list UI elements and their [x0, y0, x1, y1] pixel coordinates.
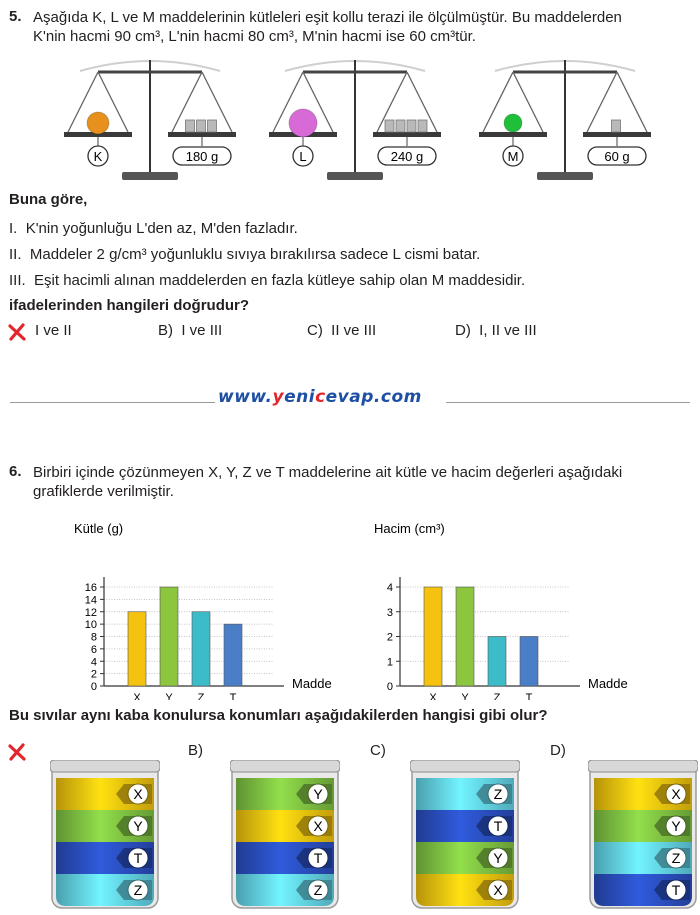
y-tick-label: 3 — [386, 606, 393, 619]
option-a[interactable] — [35, 322, 72, 339]
option-letter: C) — [307, 322, 323, 339]
y-tick-label: 4 — [90, 656, 97, 669]
object-label: L — [299, 149, 307, 164]
y-tick-label: 6 — [90, 643, 97, 656]
q5-line1: Aşağıda K, L ve M maddelerinin kütleleri eşit kollu terazi ile ölçülmüştür. Bu maddelerden — [33, 9, 622, 26]
option-text: II ve III — [331, 322, 377, 339]
bar-x — [424, 587, 442, 686]
mass-bar-chart — [60, 515, 350, 700]
beaker-a[interactable] — [50, 760, 160, 910]
x-tick-label: Z — [197, 692, 205, 700]
object-label: K — [93, 149, 103, 164]
q6-number: 6. — [9, 463, 22, 480]
option-d[interactable] — [455, 322, 537, 339]
weight-block — [396, 120, 405, 132]
wm-www: www. — [218, 387, 273, 407]
bar-t — [520, 637, 538, 687]
bar-y — [456, 587, 474, 686]
scale-base — [327, 172, 383, 180]
layer-letter: Y — [313, 786, 323, 802]
answer-b-letter: B) — [188, 742, 203, 759]
scale-base — [537, 172, 593, 180]
option-letter: D) — [455, 322, 471, 339]
divider-left — [10, 402, 215, 403]
x-axis-label: Madde — [292, 676, 332, 691]
beaker-rim — [410, 760, 520, 772]
layer-letter: X — [313, 818, 323, 834]
layer-letter: Z — [133, 882, 143, 898]
answer-d-letter: D) — [550, 742, 566, 759]
pan-right — [373, 132, 441, 137]
beaker-rim — [230, 760, 340, 772]
pan-right — [168, 132, 236, 137]
layer-letter: Y — [133, 818, 143, 834]
beaker-b[interactable] — [230, 760, 340, 910]
x-tick-label: X — [133, 692, 141, 700]
weight-block — [186, 120, 195, 132]
layer-letter: X — [493, 882, 503, 898]
scale-base — [122, 172, 178, 180]
bar-z — [488, 637, 506, 687]
object-label: M — [507, 149, 519, 164]
layer-letter: X — [671, 786, 681, 802]
option-text: I, II ve III — [479, 322, 537, 339]
bar-x — [128, 612, 146, 686]
object-ball — [504, 114, 522, 132]
q5-prompt: ifadelerinden hangileri doğrudur? — [9, 297, 250, 314]
layer-letter: T — [133, 850, 143, 866]
statement-text: K'nin yoğunluğu L'den az, M'den fazladır. — [25, 220, 298, 237]
option-b[interactable] — [158, 322, 222, 339]
volume-bar-chart — [360, 515, 680, 700]
y-tick-label: 10 — [84, 619, 97, 632]
option-letter: B) — [158, 322, 173, 339]
y-tick-label: 0 — [90, 681, 97, 693]
watermark — [218, 387, 422, 407]
x-tick-label: Y — [461, 692, 469, 700]
x-tick-label: T — [229, 692, 237, 700]
y-tick-label: 2 — [386, 631, 393, 644]
beaker-rim — [50, 760, 160, 772]
option-text: I ve III — [181, 322, 223, 339]
q5-text — [33, 8, 698, 46]
q6-prompt: Bu sıvılar aynı kaba konulursa konumları aşağıdakilerden hangisi gibi olur? — [9, 707, 548, 724]
y-tick-label: 16 — [84, 582, 97, 594]
q6-text — [33, 463, 698, 501]
y-axis-label: Hacim (cm³) — [374, 521, 445, 536]
wm-dotcom: .com — [373, 387, 422, 407]
layer-letter: T — [671, 882, 681, 898]
statement-1 — [9, 220, 298, 237]
q5-number: 5. — [9, 8, 22, 25]
layer-letter: Z — [493, 786, 503, 802]
pan-string — [202, 72, 232, 132]
statement-number: III. — [9, 272, 26, 289]
buna-gore: Buna göre, — [9, 191, 88, 208]
divider-right — [446, 402, 690, 403]
q5-line2: K'nin hacmi 90 cm³, L'nin hacmi 80 cm³, M'nin hacmi ise 60 cm³tür. — [33, 28, 476, 45]
x-tick-label: Z — [493, 692, 501, 700]
weight-label: 240 g — [390, 149, 424, 164]
weight-block — [418, 120, 427, 132]
beaker-d[interactable] — [588, 760, 698, 910]
layer-letter: Y — [493, 850, 503, 866]
pan-right — [583, 132, 651, 137]
wrong-answer-icon — [7, 322, 27, 342]
bar-t — [224, 624, 242, 686]
balance-scale-l — [265, 56, 445, 186]
x-tick-label: Y — [165, 692, 173, 700]
x-tick-label: X — [429, 692, 437, 700]
weight-label: 60 g — [604, 149, 630, 164]
statement-3 — [9, 272, 525, 289]
y-tick-label: 0 — [386, 681, 393, 693]
layer-letter: Z — [313, 882, 323, 898]
y-tick-label: 14 — [84, 594, 97, 607]
weight-block — [208, 120, 217, 132]
pan-left — [479, 132, 547, 137]
statement-text: Maddeler 2 g/cm³ yoğunluklu sıvıya bırakılırsa sadece L cismi batar. — [29, 246, 481, 263]
layer-letter: X — [133, 786, 143, 802]
option-text: I ve II — [35, 322, 72, 339]
y-tick-label: 2 — [90, 668, 97, 681]
statement-number: II. — [9, 246, 22, 263]
wm-eni: eni — [284, 387, 316, 407]
pan-string — [617, 72, 647, 132]
weight-block — [385, 120, 394, 132]
object-ball — [87, 112, 109, 134]
bar-z — [192, 612, 210, 686]
wrong-answer-icon — [7, 742, 27, 762]
balance-scale-k — [60, 56, 240, 186]
x-axis-label: Madde — [588, 676, 628, 691]
option-c[interactable] — [307, 322, 376, 339]
bar-y — [160, 587, 178, 686]
wm-evap: evap — [325, 387, 374, 407]
y-tick-label: 12 — [84, 606, 97, 619]
wm-y: y — [272, 387, 285, 407]
beaker-rim — [588, 760, 698, 772]
y-axis-label: Kütle (g) — [74, 521, 124, 536]
beaker-c[interactable] — [410, 760, 520, 910]
weight-block — [407, 120, 416, 132]
layer-letter: Z — [671, 850, 681, 866]
weight-block — [197, 120, 206, 132]
statement-number: I. — [9, 220, 18, 237]
y-tick-label: 8 — [90, 631, 97, 644]
q6-line1: Birbiri içinde çözünmeyen X, Y, Z ve T maddelerine ait kütle ve hacim değerleri aşağıdaki — [33, 464, 623, 481]
layer-letter: T — [313, 850, 323, 866]
weight-block — [612, 120, 621, 132]
balance-scale-m — [475, 56, 655, 186]
weight-label: 180 g — [185, 149, 219, 164]
wm-c: c — [315, 387, 326, 407]
layer-letter: Y — [671, 818, 681, 834]
object-ball — [289, 109, 317, 137]
answer-c-letter: C) — [370, 742, 386, 759]
y-tick-label: 4 — [386, 582, 393, 594]
y-tick-label: 1 — [386, 656, 393, 669]
q6-line2: grafiklerde verilmiştir. — [33, 483, 174, 500]
statement-text: Eşit hacimli alınan maddelerden en fazla kütleye sahip olan M maddesidir. — [34, 272, 526, 289]
x-tick-label: T — [525, 692, 533, 700]
layer-letter: T — [493, 818, 503, 834]
statement-2 — [9, 246, 480, 263]
